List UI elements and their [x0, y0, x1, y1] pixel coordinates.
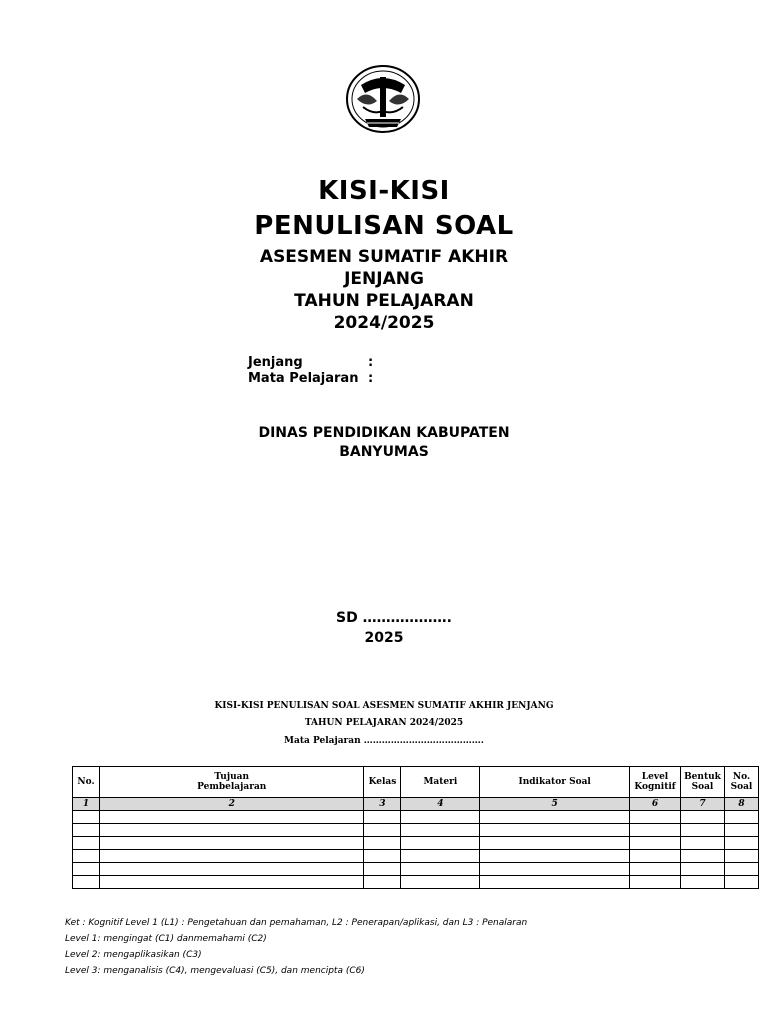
school-name: SD ………………. — [336, 610, 452, 626]
column-number-row — [73, 798, 759, 811]
subtitle-line: TAHUN PELAJARAN — [294, 291, 474, 311]
table-row — [73, 837, 759, 850]
school-block — [0, 608, 768, 648]
agency-line: DINAS PENDIDIKAN KABUPATEN — [258, 425, 510, 441]
cover-year: 2025 — [364, 630, 404, 646]
subtitle-line: ASESMEN SUMATIF AKHIR — [259, 247, 509, 267]
regency-emblem-logo — [343, 63, 423, 139]
subtitle-line: JENJANG — [344, 269, 424, 289]
sheet-subject: Mata Pelajaran …………………………………. — [284, 736, 484, 746]
sheet-year: TAHUN PELAJARAN 2024/2025 — [304, 718, 464, 728]
header-tujuan: Tujuan Pembelajaran — [99, 767, 363, 798]
note-line: Level 1: mengingat (C1) danmemahami (C2) — [65, 934, 267, 944]
column-number: 1 — [73, 798, 100, 811]
title-line-2: PENULISAN SOAL — [254, 211, 514, 241]
header-bentuk: Bentuk Soal — [681, 767, 725, 798]
column-number: 4 — [401, 798, 480, 811]
table-row — [73, 850, 759, 863]
column-number: 7 — [681, 798, 725, 811]
title-line-1: KISI-KISI — [318, 176, 450, 206]
cover-fields — [248, 355, 373, 387]
field-label: Mata Pelajaran — [248, 371, 359, 386]
agency-name — [0, 424, 768, 462]
header-materi: Materi — [401, 767, 480, 798]
subtitle-line: 2024/2025 — [333, 313, 435, 333]
header-no: No. — [73, 767, 100, 798]
table-row — [73, 811, 759, 824]
header-no-soal: No. Soal — [724, 767, 758, 798]
sheet-heading: KISI-KISI PENULISAN SOAL ASESMEN SUMATIF AKHIR JENJANG — [214, 701, 554, 711]
agency-line: BANYUMAS — [339, 444, 429, 460]
note-line: Ket : Kognitif Level 1 (L1) : Pengetahuan dan pemahaman, L2 : Penerapan/aplikasi, dan L3 : Penalaran — [65, 918, 528, 928]
field-mata-pelajaran — [248, 371, 373, 387]
header-kelas: Kelas — [364, 767, 401, 798]
column-number: 6 — [630, 798, 681, 811]
table-header-row — [73, 767, 759, 798]
header-level: Level Kognitif — [630, 767, 681, 798]
note-line: Level 3: menganalisis (C4), mengevaluasi (C5), dan mencipta (C6) — [65, 966, 365, 976]
table-row — [73, 863, 759, 876]
header-indikator: Indikator Soal — [480, 767, 630, 798]
note-line: Level 2: mengaplikasikan (C3) — [65, 950, 202, 960]
table-row — [73, 824, 759, 837]
cognitive-level-notes — [65, 915, 527, 979]
kisi-kisi-table — [72, 766, 759, 889]
column-number: 3 — [364, 798, 401, 811]
column-number: 8 — [724, 798, 758, 811]
subtitle-block — [0, 246, 768, 334]
field-separator: : — [368, 355, 374, 370]
field-separator: : — [368, 371, 374, 386]
column-number: 5 — [480, 798, 630, 811]
field-label: Jenjang — [248, 355, 303, 370]
column-number: 2 — [99, 798, 363, 811]
field-jenjang — [248, 355, 373, 371]
table-row — [73, 876, 759, 889]
